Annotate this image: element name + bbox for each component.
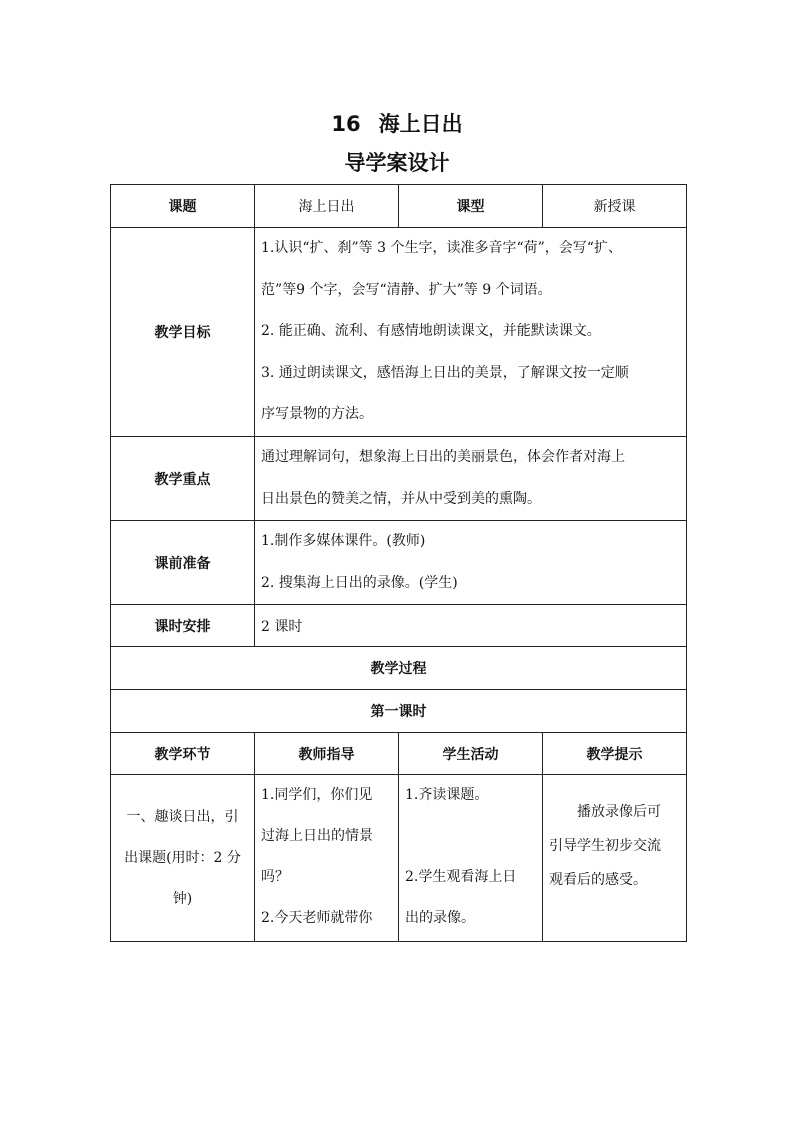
schedule-value: 2 课时 bbox=[255, 605, 687, 647]
preparation-label: 课前准备 bbox=[111, 521, 255, 605]
objective-line: 1.认识“扩、刹”等 3 个生字，读准多音字“荷”，会写“扩、 bbox=[261, 240, 622, 257]
objectives-row bbox=[111, 228, 687, 437]
type-label: 课型 bbox=[399, 185, 543, 228]
teacher-line: 吗？ bbox=[261, 869, 289, 885]
schedule-label: 课时安排 bbox=[111, 605, 255, 647]
objective-line: 序写景物的方法。 bbox=[261, 406, 373, 423]
process-heading: 教学过程 bbox=[111, 647, 687, 690]
focus-label: 教学重点 bbox=[111, 437, 255, 521]
schedule-row bbox=[111, 605, 687, 647]
teacher-line: 过海上日出的情景 bbox=[261, 828, 373, 844]
objective-line: 3. 通过朗读课文，感悟海上日出的美景，了解课文按一定顺 bbox=[261, 364, 629, 381]
lesson-title bbox=[0, 108, 794, 138]
student-line: 出的录像。 bbox=[405, 910, 475, 926]
preparation-content bbox=[255, 521, 687, 605]
preparation-row bbox=[111, 521, 687, 605]
hint-cell bbox=[543, 775, 687, 942]
focus-line: 日出景色的赞美之情，并从中受到美的熏陶。 bbox=[261, 490, 541, 507]
column-header: 教学环节 bbox=[111, 733, 255, 775]
stage-cell bbox=[111, 775, 255, 942]
preparation-line: 1.制作多媒体课件。(教师) bbox=[261, 533, 426, 549]
topic-value: 海上日出 bbox=[255, 185, 399, 228]
preparation-line: 2. 搜集海上日出的录像。(学生) bbox=[261, 574, 458, 591]
hint-text bbox=[543, 775, 686, 897]
column-header: 学生活动 bbox=[399, 733, 543, 775]
teacher-line: 2.今天老师就带你 bbox=[261, 910, 373, 926]
page-subtitle: 导学案设计 bbox=[344, 151, 450, 175]
student-line: 2.学生观看海上日 bbox=[405, 869, 517, 885]
stage-line: 钟) bbox=[172, 890, 193, 907]
focus-content bbox=[255, 437, 687, 521]
type-value: 新授课 bbox=[543, 185, 687, 228]
objectives-label: 教学目标 bbox=[111, 228, 255, 437]
column-header: 教学提示 bbox=[543, 733, 687, 775]
focus-row bbox=[111, 437, 687, 521]
lesson-plan-table bbox=[110, 184, 687, 942]
focus-line: 通过理解词句，想象海上日出的美丽景色，体会作者对海上 bbox=[261, 449, 625, 465]
objectives-content bbox=[255, 228, 687, 437]
stage-line: 出课题(用时：2 分 bbox=[124, 849, 241, 866]
objective-line: 2. 能正确、流利、有感情地朗读课文，并能默读课文。 bbox=[261, 323, 601, 340]
process-row bbox=[111, 775, 687, 942]
stage-line: 一、趣谈日出，引 bbox=[126, 808, 239, 825]
topic-label: 课题 bbox=[111, 185, 255, 228]
student-cell bbox=[399, 775, 543, 942]
process-header-row bbox=[111, 733, 687, 775]
lesson-name: 海上日出 bbox=[378, 112, 463, 136]
student-line bbox=[405, 816, 538, 857]
hint-line: 观看后的感受。 bbox=[549, 872, 647, 888]
objective-line: 范”等9 个字，会写“清静、扩大”等 9 个词语。 bbox=[261, 281, 552, 298]
period-heading: 第一课时 bbox=[111, 690, 687, 733]
lesson-number: 16 bbox=[331, 112, 361, 136]
process-heading-row bbox=[111, 647, 687, 690]
teacher-line: 1.同学们，你们见 bbox=[261, 787, 373, 803]
student-line: 1.齐读课题。 bbox=[405, 787, 489, 803]
hint-line: 引导学生初步交流 bbox=[549, 838, 661, 854]
period-row bbox=[111, 690, 687, 733]
topic-row bbox=[111, 185, 687, 228]
hint-line: 播放录像后可 bbox=[577, 804, 661, 820]
teacher-cell bbox=[255, 775, 399, 942]
column-header: 教师指导 bbox=[255, 733, 399, 775]
